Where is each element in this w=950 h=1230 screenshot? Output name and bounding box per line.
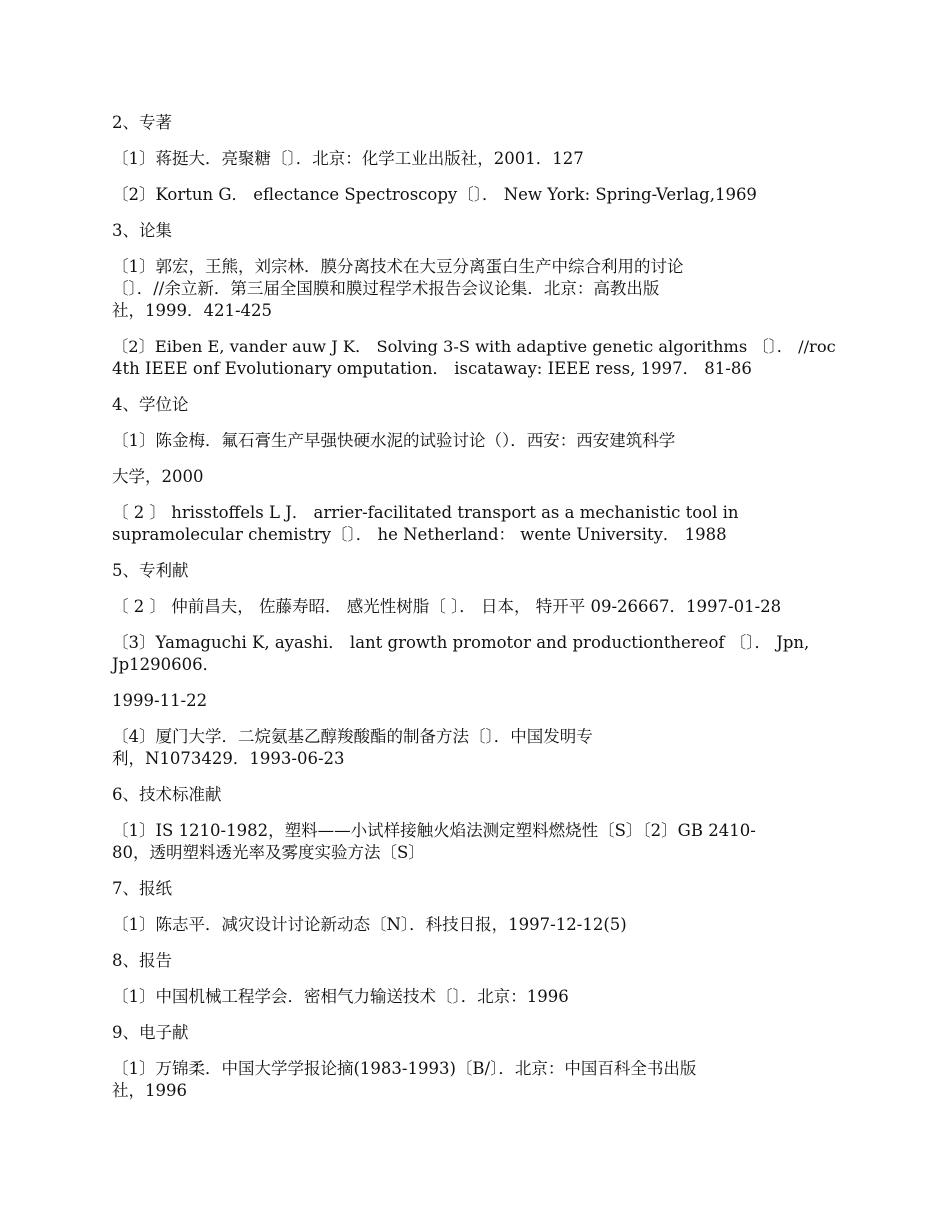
reference-line: 〔4〕厦门大学．二烷氨基乙醇羧酸酯的制备方法〔〕．中国发明专	[112, 727, 593, 746]
reference-entry	[112, 336, 840, 380]
reference-line: supramolecular chemistry〔〕． he Netherland： wente University． 1988	[112, 525, 727, 544]
section-heading-theses: 4、学位论	[112, 395, 189, 414]
reference-entry	[112, 726, 840, 770]
reference-line: 利，N1073429．1993-06-23	[112, 749, 345, 768]
reference-entry	[112, 502, 840, 546]
reference-entry	[112, 820, 840, 864]
reference-entry	[112, 148, 840, 170]
reference-line: 1999-11-22	[112, 691, 208, 710]
reference-entry	[112, 632, 840, 676]
reference-line: 〔1〕蒋挺大．亮聚糖〔〕．北京：化学工业出版社，2001．127	[112, 149, 584, 168]
reference-line: 大学，2000	[112, 467, 204, 486]
reference-line: 80，透明塑料透光率及雾度实验方法〔S〕	[112, 843, 425, 862]
reference-line: 〔 2 〕 hrisstoffels L J． arrier-facilitated transport as a mechanistic tool in	[112, 503, 739, 522]
reference-entry	[112, 914, 840, 936]
reference-line: 〔〕．//余立新．第三届全国膜和膜过程学术报告会议论集．北京：高教出版	[112, 279, 660, 298]
reference-entry	[112, 596, 840, 618]
reference-line: 〔1〕陈志平．减灾设计讨论新动态〔N〕．科技日报，1997-12-12(5)	[112, 915, 627, 934]
section-heading-standards: 6、技术标准献	[112, 785, 222, 804]
reference-line: 〔1〕中国机械工程学会．密相气力输送技术〔〕．北京：1996	[112, 987, 569, 1006]
reference-entry	[112, 184, 840, 206]
reference-line: 社，1999．421-425	[112, 301, 273, 320]
reference-entry	[112, 466, 840, 488]
document-page	[112, 112, 840, 1116]
reference-line: 社，1996	[112, 1081, 187, 1100]
reference-entry	[112, 256, 840, 322]
section-heading-newspapers: 7、报纸	[112, 879, 172, 898]
reference-line: 〔2〕Kortun G． eflectance Spectroscopy〔〕． New York: Spring-Verlag,1969	[112, 185, 757, 204]
reference-line: 〔1〕郭宏，王熊，刘宗林．膜分离技术在大豆分离蛋白生产中综合利用的讨论	[112, 257, 684, 276]
reference-line: 〔1〕IS 1210-1982，塑料——小试样接触火焰法测定塑料燃烧性〔S〕〔2〕GB 2410-	[112, 821, 756, 840]
reference-entry	[112, 1058, 840, 1102]
reference-entry	[112, 690, 840, 712]
section-heading-electronic: 9、电子献	[112, 1023, 189, 1042]
section-heading-proceedings: 3、论集	[112, 221, 172, 240]
section-heading-patents: 5、专利献	[112, 561, 189, 580]
reference-entry	[112, 986, 840, 1008]
reference-line: 〔1〕陈金梅．氟石膏生产早强快硬水泥的试验讨论（）．西安：西安建筑科学	[112, 431, 676, 450]
reference-line: 〔3〕Yamaguchi K, ayashi． lant growth promotor and productionthereof 〔〕． Jpn,	[112, 633, 810, 652]
reference-line: 〔2〕Eiben E, vander auw J K． Solving 3-S with adaptive genetic algorithms 〔〕． //roc	[112, 337, 836, 356]
reference-line: 〔 2 〕 仲前昌夫， 佐藤寿昭． 感光性树脂〔 〕． 日本， 特开平 09-26667．1997-01-28	[112, 597, 782, 616]
section-heading-reports: 8、报告	[112, 951, 172, 970]
reference-line: 4th IEEE onf Evolutionary omputation． iscataway: IEEE ress, 1997． 81-86	[112, 359, 752, 378]
reference-line: 〔1〕万锦柔．中国大学学报论摘(1983-1993)〔B/〕．北京：中国百科全书出版	[112, 1059, 697, 1078]
reference-line: Jp1290606．	[112, 655, 220, 674]
reference-entry	[112, 430, 840, 452]
section-heading-monographs: 2、专著	[112, 113, 172, 132]
